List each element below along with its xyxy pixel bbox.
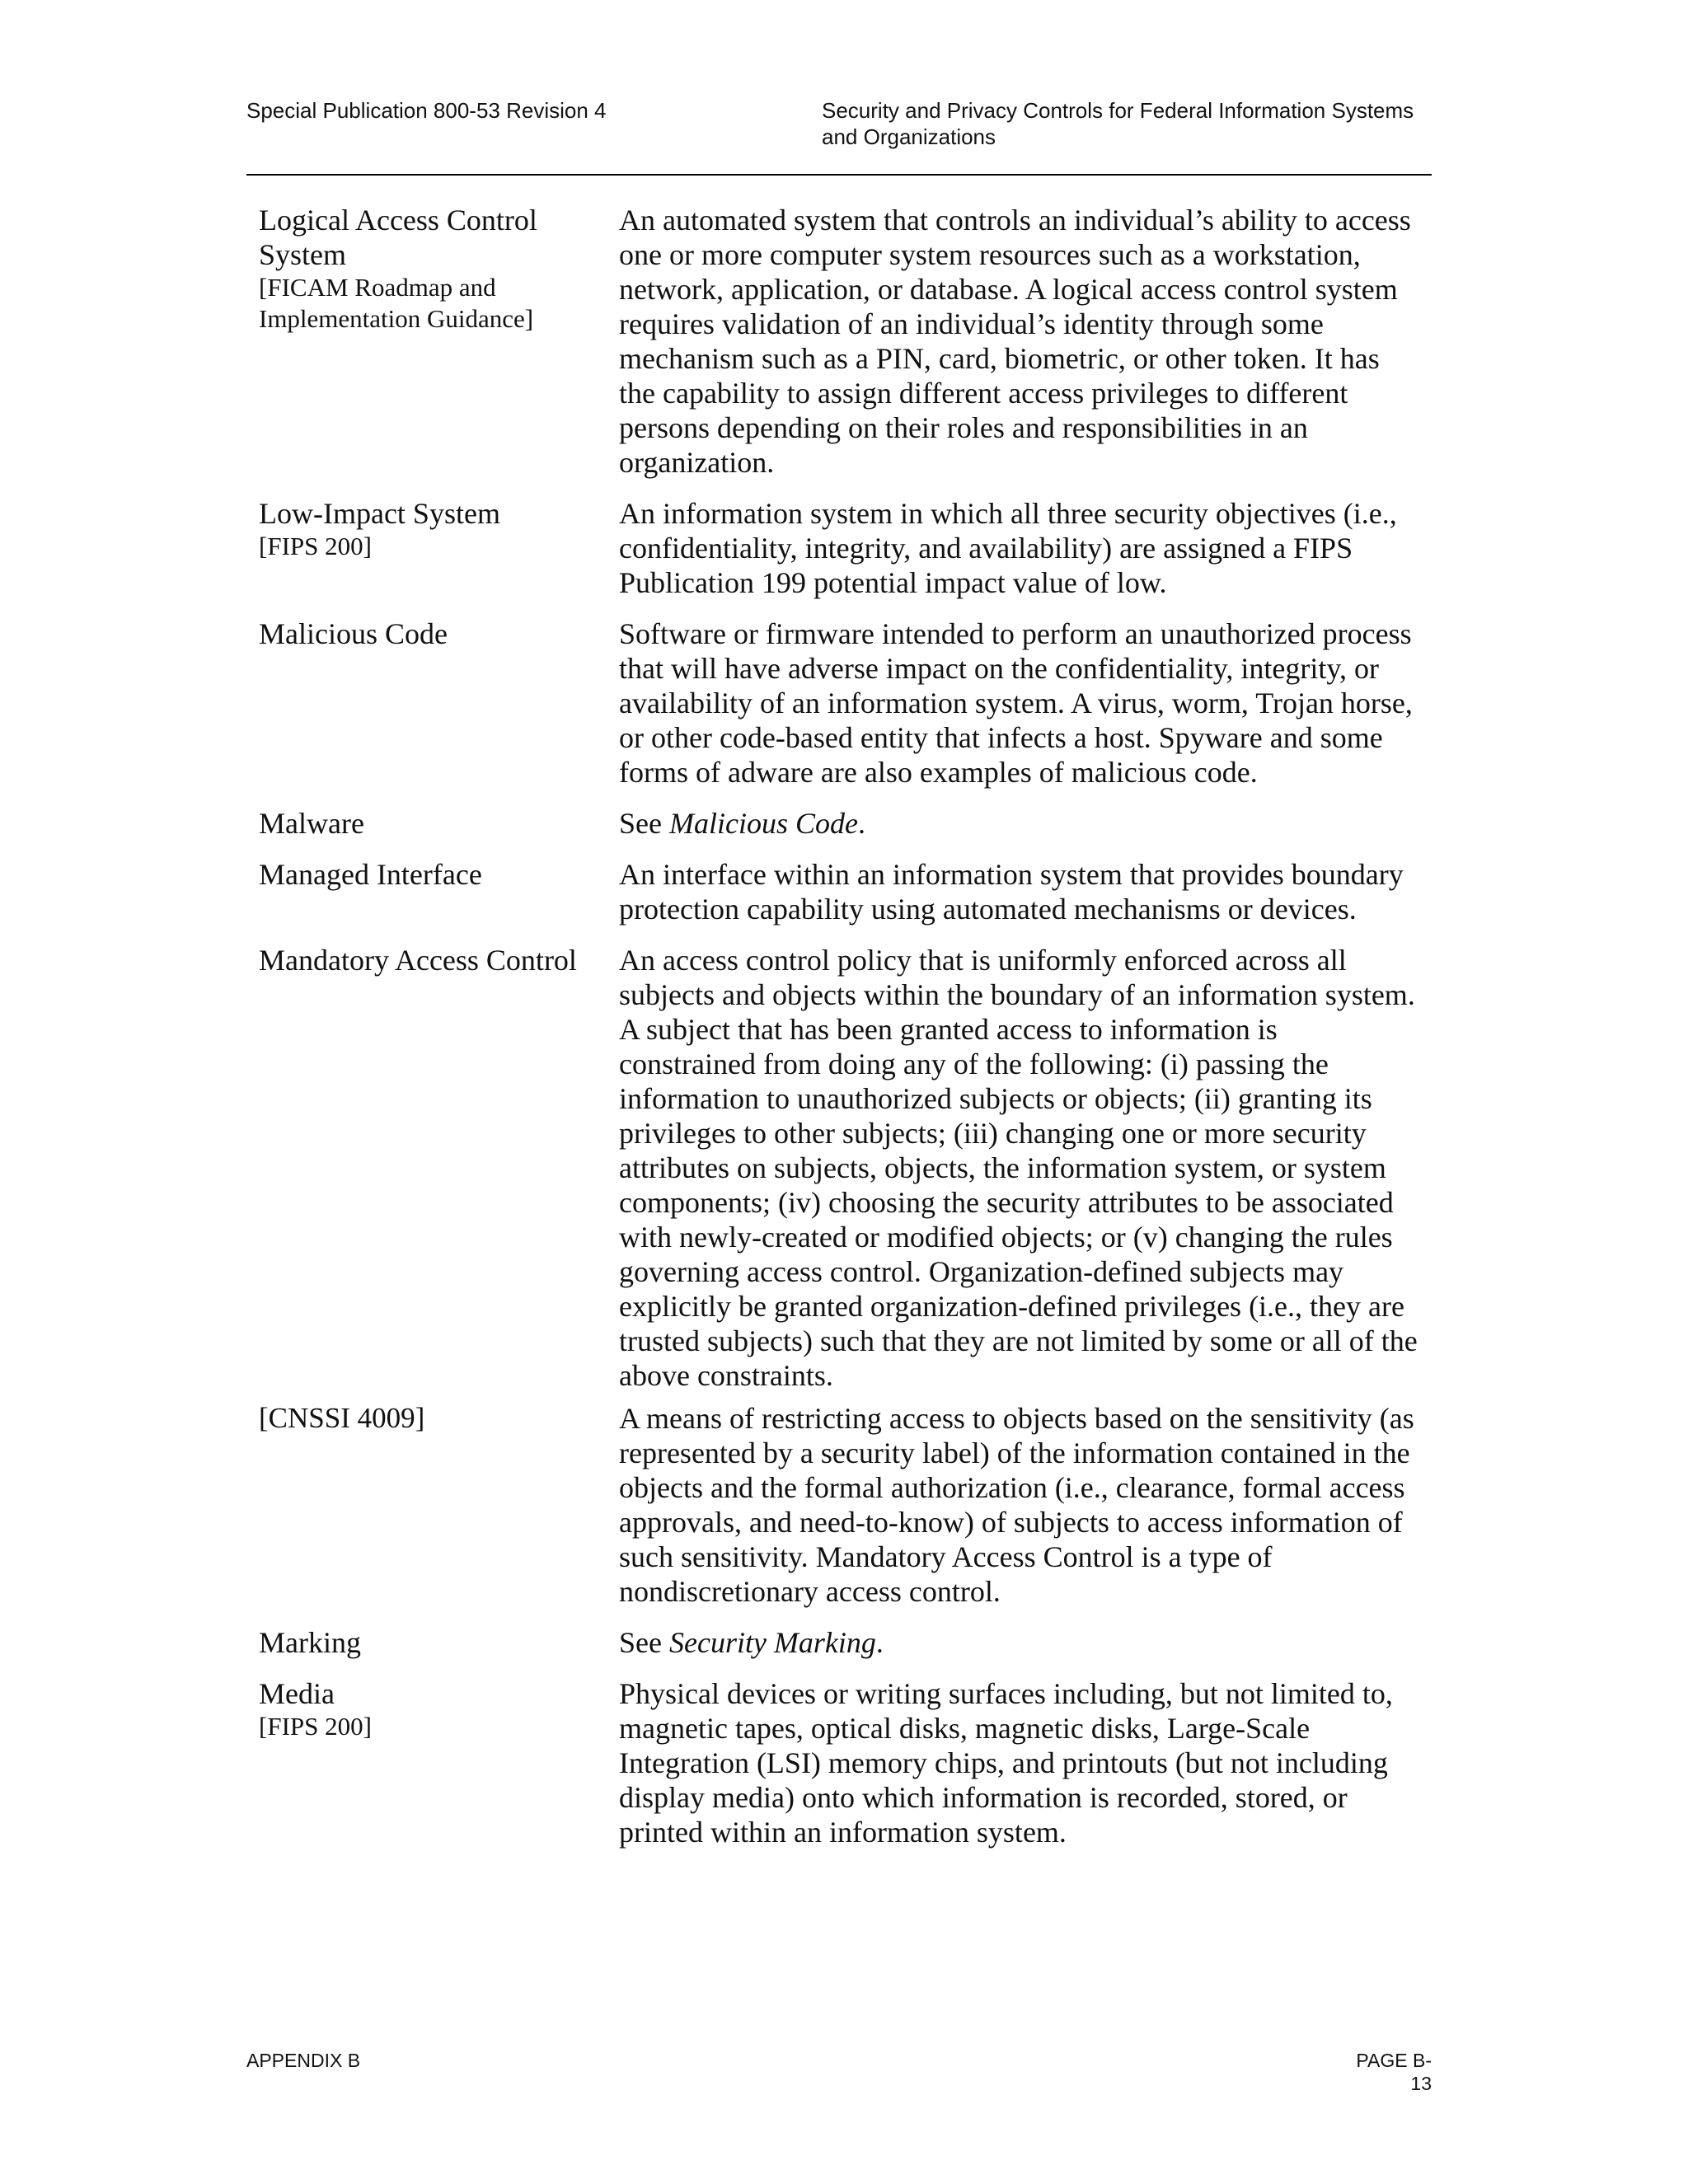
- see-reference: Security Marking: [668, 1626, 876, 1659]
- see-prefix: See: [619, 807, 669, 840]
- term-text: Managed Interface: [259, 858, 482, 891]
- glossary-term: [259, 943, 619, 977]
- glossary-entry-mandatory-access-control: [259, 943, 1429, 1393]
- glossary-definition: An information system in which all three security objectives (i.e., confidentiality, integrity, and availability) are assigned a FIPS Publication 199 potential impact value of low.: [619, 497, 1397, 599]
- glossary-term: [259, 203, 619, 335]
- glossary-definition: [619, 1625, 1429, 1660]
- see-reference: Malicious Code: [668, 807, 858, 840]
- term-text: Media: [259, 1677, 335, 1710]
- see-suffix: .: [857, 807, 865, 840]
- glossary-definition: An automated system that controls an individual’s ability to access one or more computer system resources such as a workstation, network, application, or database. A logical access control system requires validation of an individual’s identity through some mechanism such as a PIN, card, biometric, or other token. It has the capability to assign different access privileges to different persons depending on their roles and responsibilities in an organization.: [619, 204, 1411, 479]
- term-text: Malware: [259, 807, 364, 840]
- glossary-entry-marking: [259, 1625, 1429, 1660]
- glossary-term: [259, 1625, 619, 1660]
- see-suffix: .: [875, 1626, 884, 1659]
- glossary-definition: Software or firmware intended to perform an unauthorized process that will have adverse impact on the confidentiality, integrity, or availability of an information system. A virus, worm, Trojan horse, or other code-based entity that infects a host. Spyware and some forms of adware are also examples of malicious code.: [619, 617, 1413, 789]
- glossary-term: [259, 496, 619, 562]
- source-citation: [CNSSI 4009]: [259, 1402, 425, 1434]
- glossary-entry-malware: [259, 806, 1429, 841]
- glossary-entry-low-impact-system: [259, 496, 1429, 600]
- footer-page-number: PAGE B-13: [1356, 2050, 1432, 2094]
- glossary-definition: Physical devices or writing surfaces including, but not limited to, magnetic tapes, optical disks, magnetic disks, Large-Scale Integration (LSI) memory chips, and printouts (but not including display media) onto which information is recorded, stored, or printed within an information system.: [619, 1677, 1393, 1849]
- glossary-term: [259, 806, 619, 841]
- glossary-entry-logical-access-control-system: [259, 203, 1429, 480]
- running-header-right-line1: Security and Privacy Controls for Federal Information Systems: [822, 98, 1414, 123]
- term-text: Low-Impact System: [259, 497, 500, 530]
- running-header-right: [822, 97, 1448, 150]
- running-header-right-line2: and Organizations: [822, 124, 996, 149]
- glossary-entry-media: [259, 1676, 1429, 1849]
- see-prefix: See: [619, 1626, 669, 1659]
- term-text-line2: System: [259, 238, 347, 271]
- glossary-list: [259, 203, 1429, 1849]
- glossary-definition: An interface within an information system that provides boundary protection capability using automated mechanisms or devices.: [619, 858, 1404, 926]
- source-citation: [FIPS 200]: [259, 532, 372, 560]
- glossary-term: [259, 857, 619, 892]
- term-text: Marking: [259, 1626, 361, 1659]
- footer-appendix-label: APPENDIX B: [246, 2050, 361, 2071]
- source-citation: [FIPS 200]: [259, 1712, 372, 1741]
- glossary-definition: [619, 806, 1429, 841]
- term-text-line1: Logical Access Control: [259, 204, 537, 237]
- glossary-term: [259, 1676, 619, 1742]
- glossary-entry-managed-interface: [259, 857, 1429, 926]
- glossary-term: [259, 1401, 619, 1436]
- glossary-entry-mandatory-access-control-cnssi: [259, 1401, 1429, 1609]
- source-citation-line2: Implementation Guidance]: [259, 304, 534, 333]
- source-citation-line1: [FICAM Roadmap and: [259, 273, 496, 302]
- glossary-definition: An access control policy that is uniformly enforced across all subjects and objects within the boundary of an information system. A subject that has been granted access to information is constrained from doing any of the following: (i) passing the information to unauthorized subjects or objects; (ii) granting its privileges to other subjects; (iii) changing one or more security attributes on subjects, objects, the information system, or system components; (iv) choosing the security attributes to be associated with newly-created or modified objects; or (v) changing the rules governing access control. Organization-defined subjects may explicitly be granted organization-defined privileges (i.e., they are trusted subjects) such that they are not limited by some or all of the above constraints.: [619, 944, 1418, 1392]
- glossary-definition: A means of restricting access to objects based on the sensitivity (as represented by a security label) of the information contained in the objects and the formal authorization (i.e., clearance, formal access approvals, and need-to-know) of subjects to access information of such sensitivity. Mandatory Access Control is a type of nondiscretionary access control.: [619, 1402, 1414, 1608]
- running-header-left: Special Publication 800-53 Revision 4: [246, 98, 607, 123]
- glossary-entry-malicious-code: [259, 616, 1429, 790]
- glossary-term: [259, 616, 619, 651]
- term-text: Mandatory Access Control: [259, 944, 577, 977]
- header-rule: [246, 174, 1432, 176]
- term-text: Malicious Code: [259, 617, 448, 650]
